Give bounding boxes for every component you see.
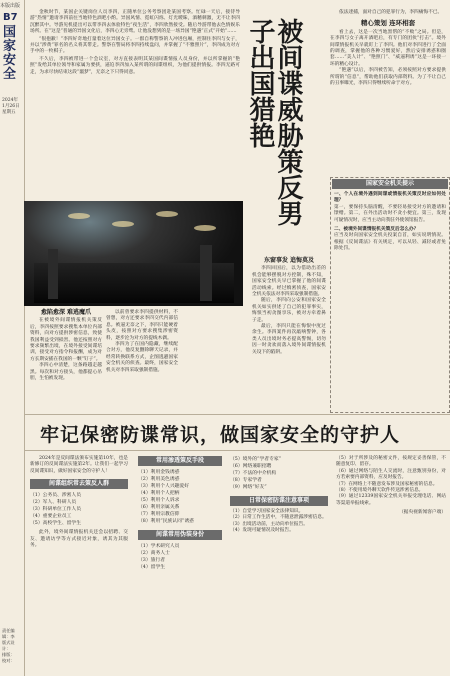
feature-title: 牢记保密防谍常识，做国家安全的守护人 bbox=[40, 424, 401, 446]
list-item: （4）重要企业员工 bbox=[30, 514, 72, 520]
list-item: （8）不使用境外聊天软件传送涉密信息。 bbox=[336, 488, 424, 494]
bottom-col-3 bbox=[230, 456, 328, 535]
main-headline: 被间谍威胁策反男子出国猎艳 bbox=[245, 18, 303, 226]
paragraph: 依法逮捕，面对自己的犯罪行为，李四痛悔不已。 bbox=[339, 10, 443, 15]
list-item: （2）军人、科研人员 bbox=[30, 500, 77, 506]
paragraph: “艳遇”以后，李四被告知，必须按照对方要求提供所谓的“信息”，帮助他们获取内部资料。为了不让自己的丑事曝光，李四只得继续听命于对方。 bbox=[330, 68, 446, 87]
paragraph: 在被境外间谍情报机关策反后，李四按照要求搜集本单位内部资料，向对方提供涉密信息，致使我国利益受到损害。他还按照对方要求频繁出境，在境外接受间谍培训，接受对方指令和报酬，成为对方长期安插在我国的一颗“钉子”。 bbox=[30, 318, 102, 362]
editor-credits: 责任编辑：李 版式设计： 排版： 校对： bbox=[2, 628, 15, 663]
list-item: （4）发现可疑情况及时报告。 bbox=[230, 528, 294, 534]
bottom-col-1 bbox=[30, 456, 128, 549]
page-number: B7 bbox=[3, 12, 18, 23]
paragraph: 看上去，这是一次当地黑帮的“不败”之局。但是，在李四与女子离开酒吧后，有专门的团伙“打击”。境外间谍情报机关早就盯上了李四。他们对李四进行了全面的调查，掌握他的各种习惯爱好，然后安排诱惑和圈套……“美人计”、“艳照门”、“威逼利诱”这是一环接一环的精心设计。 bbox=[330, 29, 446, 67]
paragraph: 李四回国后，以为借助出差的机会能够摆脱对方控制，殊不知，国家安全机关早已掌握了他的间谍活动线索。经过缜密侦查，国家安全机关依法对李四采取强制措施。 bbox=[252, 266, 326, 298]
tips-box bbox=[330, 177, 450, 413]
paragraph: 李四心中清楚，这条路越走越黑。每次和对方接头，他都提心吊胆，生怕被发现。 bbox=[30, 363, 102, 382]
list-item: （8）利用“民族认同”诱惑 bbox=[138, 519, 194, 524]
list-item: （7）利用宗教信仰 bbox=[138, 512, 180, 517]
tips-box-title: 国家安全机关提示 bbox=[332, 179, 448, 189]
column-name: 国家安全 bbox=[3, 25, 17, 82]
paragraph: 不久后，李四被带进一个会议室，对方直接表明其某国间谍情报人员身份，并以所掌握的“艳照”发给其单位领导和家属为要挟，逼迫李四加入某所谓的间谍组织，为他们提供情报。李四无路可走，为求尽快结束这段“噩梦”，无奈之下只得同意。 bbox=[30, 56, 240, 75]
list-item: （1）学术研究人员 bbox=[138, 544, 180, 549]
masthead: 本版出版 bbox=[0, 3, 21, 9]
subsection-title: 间谍常用伪装身份 bbox=[138, 530, 222, 540]
list-item: （2）商务人士 bbox=[138, 551, 170, 556]
bar-interior-photo bbox=[24, 201, 243, 306]
answer: 应当及时向国家安全机关投案自首，如实说明情况。根据《反间谍法》有关规定，可以从轻、减轻或者免除处罚。 bbox=[334, 233, 446, 252]
list-item: （7）在网络上不随意发布涉及国家秘密的信息。 bbox=[336, 481, 438, 487]
list-item: （3）出境活动前，主动向单位报告。 bbox=[230, 521, 308, 527]
list-item: （1）利用金钱诱惑 bbox=[138, 470, 180, 475]
issue-date: 2024年 1月26日 星期五 bbox=[2, 98, 20, 115]
right-column-article bbox=[330, 10, 446, 87]
list-item: （8）专家学者 bbox=[230, 478, 262, 483]
list-item: （4）利用个人把柄 bbox=[138, 491, 180, 496]
source-note: （据央视新闻客户端） bbox=[399, 510, 446, 516]
question: 一、个人在境外遇到间谍或情报机关策反时应如何处理？ bbox=[334, 192, 446, 204]
list-item: （2）利用美色诱惑 bbox=[138, 477, 180, 482]
top-article bbox=[30, 10, 240, 76]
paragraph: 金秋时节，某国企关键岗位人员李四，正随单位公务考察团赴某国考察。忙碌一天后，接待导游“热情”邀请李四前往当地特色酒吧小酌。异国风情、霓虹闪烁、灯光暧昧，酒精刺激，无不让李四沉醉其中。导游见机提出可以带李四去体验特色“夜生活”，李四欣然接受。随后导游带他去色情娱乐场所。在“这是”普通的异国文化后，李四心无旁骛。让他没想到的是一场异国“艳遇”正式“开始”…… bbox=[30, 10, 240, 35]
list-item: （2）日常工作生活中，不随意泄露涉密信息。 bbox=[230, 515, 327, 521]
list-item: （3）利用个人兴趣爱好 bbox=[138, 484, 190, 489]
section-title: 精心策划 连环相套 bbox=[360, 19, 416, 28]
list-item: （6）利用亲属关系 bbox=[138, 505, 180, 510]
paragraph: 最后，李四只能在悔恨中度过余生。李四案件再次敲响警钟，各类人员出境时务必提高警惕，切勿因一时贪欢而落入境外间谍情报机关设下的陷阱。 bbox=[252, 324, 326, 355]
list-item: （9）网络“好友” bbox=[230, 485, 267, 490]
mid-spacer bbox=[182, 310, 242, 410]
intro: 2024年是反间谍法颁布实施第10年，也是新修订的反间谍法实施第2年。让我们一起学习反间谍知识，做好国家安全的守护人！ bbox=[30, 456, 128, 474]
divider bbox=[24, 414, 450, 415]
list-item: （9）通过12339国家安全机关举报受理电话、网站等渠道举报线索。 bbox=[336, 494, 446, 506]
list-item: （5）高校学生、留学生 bbox=[30, 521, 82, 527]
list-item: （3）旅行者 bbox=[138, 558, 166, 563]
left-rail bbox=[0, 0, 25, 676]
subsection-title: 常用渗透策反手段 bbox=[138, 456, 222, 466]
list-item: （1）自觉学习国家安全法律知识。 bbox=[230, 509, 304, 514]
paragraph: “很抱歉！”李四好奇地打量着这位异国女子。一群自称警察的人冲进包厢，控制住李四与女子，并以“涉黄”罪名的名义将其带走。警察在警局将李四持续盘问，并掌握了“不雅照片”，李四成为对方手中的一枚棋子。 bbox=[30, 36, 240, 55]
mid-right-article bbox=[252, 258, 326, 356]
list-item: （5）对于所涉及的秘密文件，按规定妥善保管，不随意复印、留存。 bbox=[336, 456, 446, 468]
mid-center-article bbox=[106, 310, 178, 374]
mid-left-article bbox=[30, 310, 102, 382]
note: 此外，境外间谍情报机关还会以招聘、交友、邀请访学等方式接近对象，诱其为其服务。 bbox=[30, 530, 128, 549]
section-title: 东窗事发 追悔莫及 bbox=[263, 257, 315, 264]
answer: 第一，要保持头脑清醒，不要轻易接受对方的邀请和馈赠。第二，在外出活动时不贪小便宜。第三，发现可疑情况时，应当主动向我驻外使领馆报告。 bbox=[334, 204, 446, 223]
list-item: （5）境外的“学者专家” bbox=[230, 457, 282, 462]
list-item: （4）留学生 bbox=[138, 565, 166, 570]
list-item: （1）公务员、涉密人员 bbox=[30, 493, 82, 499]
bottom-col-2 bbox=[138, 456, 222, 571]
list-item: （3）科研单位工作人员 bbox=[30, 507, 82, 513]
question: 二、被境外间谍情报机关策反后怎么办？ bbox=[334, 227, 419, 233]
subsection-title: 日常保密防谍注意事项 bbox=[230, 496, 328, 506]
divider bbox=[24, 450, 450, 451]
subsection-title: 间谍组织常去策反人群 bbox=[30, 479, 128, 489]
paragraph: 以前曾要求李四提供材料，不曾想，对方还要求李四交代内部信息。被逼无奈之下，李四只能硬着头皮，按照对方要求搜集涉密资料，逐步沦为对方的提线木偶。 bbox=[106, 310, 178, 341]
section-title: 愈陷愈深 难逃魔爪 bbox=[40, 309, 92, 316]
list-item: （6）网络兼职招聘 bbox=[230, 464, 272, 469]
paragraph: 随后，李四向公安和国家安全机关如实供述了自己的犯罪事实，悔恨当初贪图享乐，被对方牵着鼻子走。 bbox=[252, 298, 326, 323]
paragraph: 李四为了在国内隐藏，继续配合对方，他反复删除聊天记录，并经常转换联系方式，企图逃避国家安全机关的侦查。最终，国家安全机关对李四采取强制措施。 bbox=[106, 342, 178, 373]
bottom-col-4 bbox=[336, 456, 446, 517]
list-item: （5）利用个人诉求 bbox=[138, 498, 180, 503]
list-item: （6）通过网络与陌生人交流时，注意甄别身份，对方若索要内部资料，应及时报告。 bbox=[336, 468, 446, 481]
list-item: （7）不法的中介机构 bbox=[230, 471, 277, 476]
